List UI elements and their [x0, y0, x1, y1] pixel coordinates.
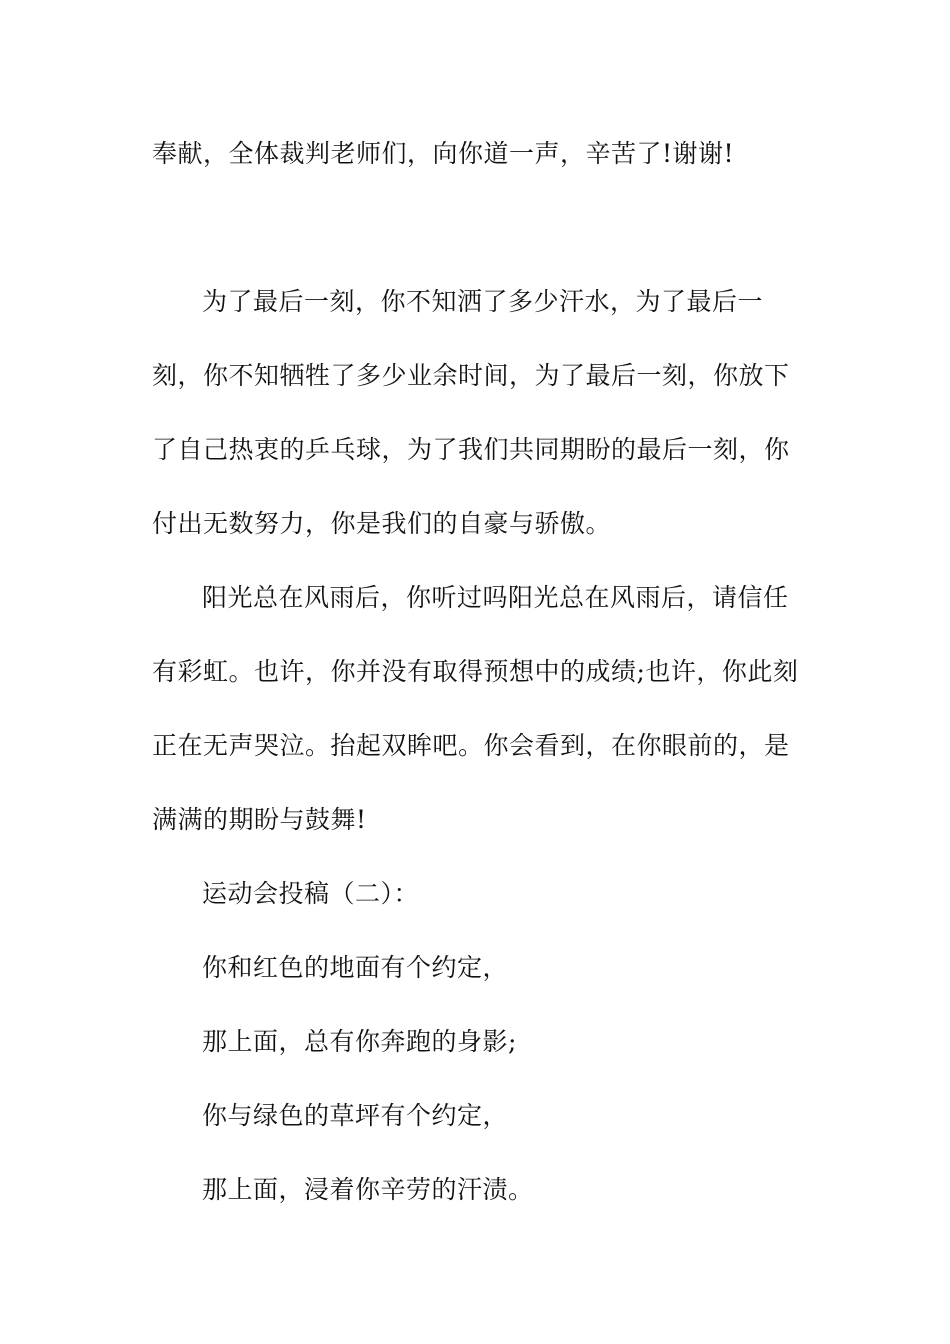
text-line: 阳光总在风雨后，你听过吗阳光总在风雨后，请信任 [202, 583, 789, 612]
text-line: 了自己热衷的乒乓球，为了我们共同期盼的最后一刻，你 [152, 435, 790, 464]
poem-line: 你和红色的地面有个约定， [202, 953, 509, 982]
text-line: 刻，你不知牺牲了多少业余时间，为了最后一刻，你放下 [152, 361, 790, 390]
text-line: 满满的期盼与鼓舞! [152, 805, 367, 834]
text-line: 有彩虹。也许，你并没有取得预想中的成绩;也许，你此刻 [152, 657, 799, 686]
text-line-closing: 奉献，全体裁判老师们，向你道一声，辛苦了!谢谢! [152, 139, 735, 168]
poem-line: 那上面，浸着你辛劳的汗渍。 [202, 1175, 534, 1204]
text-line: 为了最后一刻，你不知洒了多少汗水，为了最后一 [202, 287, 764, 316]
section-heading: 运动会投稿（二）： [202, 879, 420, 908]
poem-line: 那上面，总有你奔跑的身影; [202, 1027, 517, 1056]
text-line: 付出无数努力，你是我们的自豪与骄傲。 [152, 509, 612, 538]
poem-line: 你与绿色的草坪有个约定， [202, 1101, 509, 1130]
text-line: 正在无声哭泣。抬起双眸吧。你会看到，在你眼前的，是 [152, 731, 790, 760]
